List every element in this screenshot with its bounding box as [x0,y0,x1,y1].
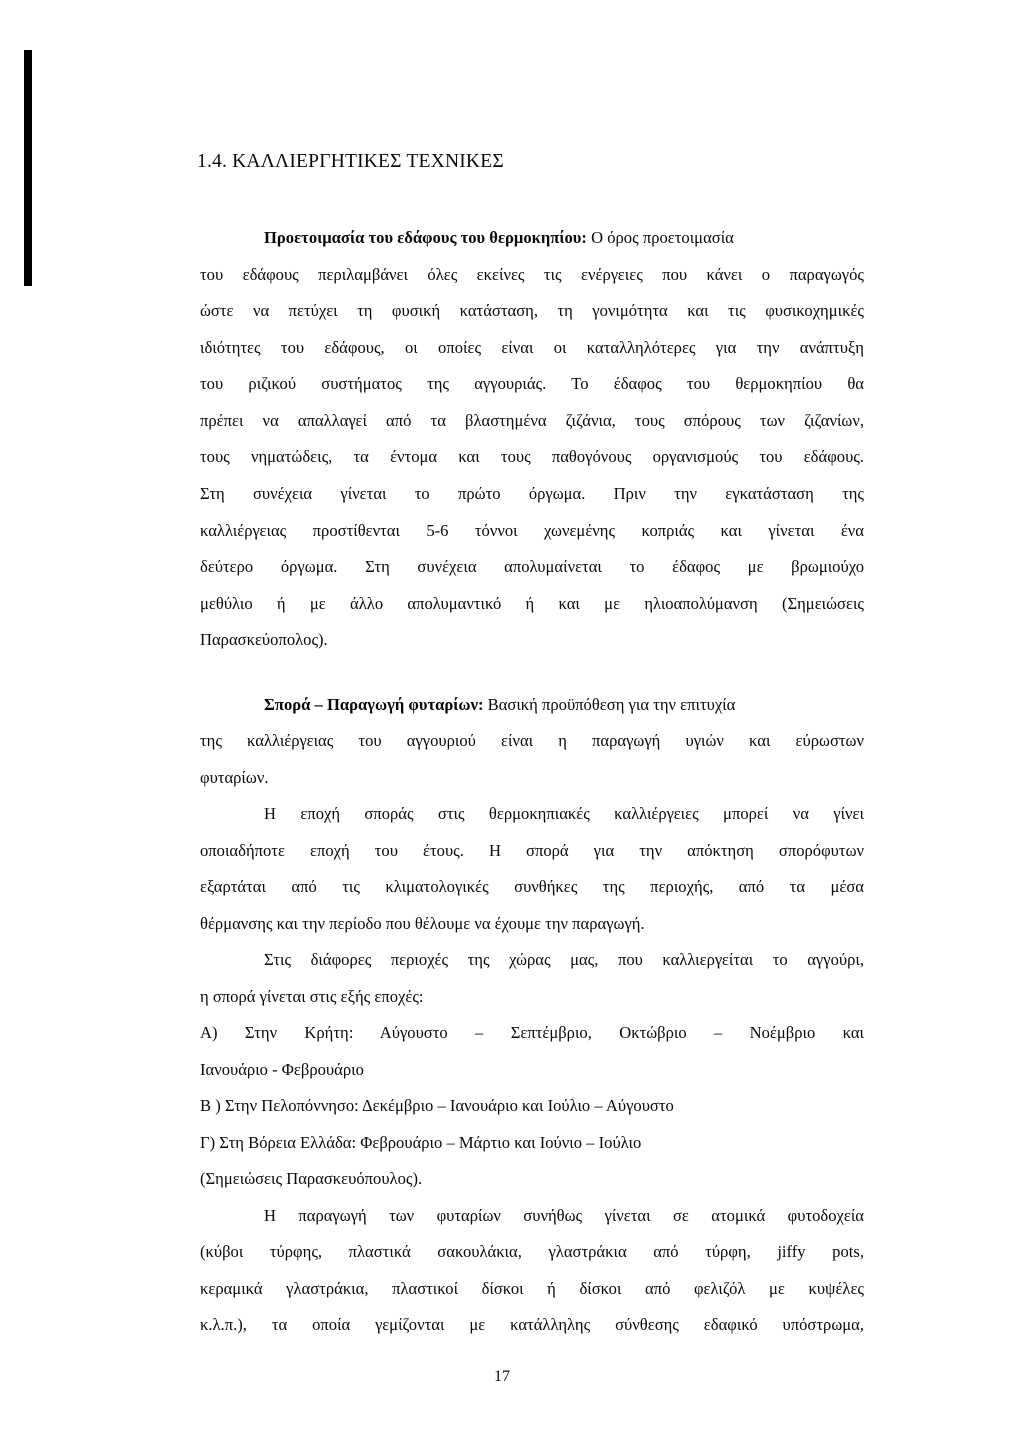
paragraph-line: Παρασκεύοπολος). [200,630,328,649]
paragraph-line: Προετοιμασία του εδάφους του θερμοκηπίου: Ο όρος προετοιμασία [264,228,734,247]
paragraph-line: Ιανουάριο - Φεβρουάριο [200,1060,364,1079]
paragraph-line: ώστε να πετύχει τη φυσική κατάσταση, τη γονιμότητα και τις φυσικοχημικές [200,301,864,320]
scan-edge-bar [24,50,32,286]
bold-lead: Σπορά – Παραγωγή φυταρίων: [264,695,484,714]
paragraph-line: του ριζικού συστήματος της αγγουριάς. Το έδαφος του θερμοκηπίου θα [200,374,864,393]
paragraph-line: η σπορά γίνεται στις εξής εποχές: [200,987,424,1006]
paragraph-line: φυταρίων. [200,768,269,787]
paragraph-line: κεραμικά γλαστράκια, πλαστικοί δίσκοι ή δίσκοι από φελιζόλ με κυψέλες [200,1279,864,1298]
paragraph-line: Η παραγωγή των φυταρίων συνήθως γίνεται σε ατομικά φυτοδοχεία [264,1206,864,1225]
paragraph-line: δεύτερο όργωμα. Στη συνέχεια απολυμαίνεται το έδαφος με βρωμιούχο [200,557,864,576]
paragraph-line: κ.λ.π.), τα οποία γεμίζονται με κατάλληλης σύνθεσης εδαφικό υπόστρωμα, [200,1315,864,1334]
paragraph-line: ιδιότητες του εδάφους, οι οποίες είναι οι καταλληλότερες για την ανάπτυξη [200,338,864,357]
paragraph-line: της καλλιέργειας του αγγουριού είναι η παραγωγή υγιών και εύρωστων [200,731,864,750]
paragraph-line: μεθύλιο ή με άλλο απολυμαντικό ή και με ηλιοαπολύμανση (Σημειώσεις [200,594,864,613]
paragraph-line: Στη συνέχεια γίνεται το πρώτο όργωμα. Πριν την εγκατάσταση της [200,484,864,503]
section-heading: 1.4. ΚΑΛΛΙΕΡΓΗΤΙΚΕΣ ΤΕΧΝΙΚΕΣ [197,151,504,172]
paragraph-line: Στις διάφορες περιοχές της χώρας μας, που καλλιεργείται το αγγούρι, [264,950,864,969]
paragraph-line: θέρμανσης και την περίοδο που θέλουμε να έχουμε την παραγωγή. [200,914,645,933]
paragraph-line: τους νηματώδεις, τα έντομα και τους παθογόνους οργανισμούς του εδάφους. [200,447,864,466]
paragraph-line: πρέπει να απαλλαγεί από τα βλαστημένα ζιζάνια, τους σπόρους των ζιζανίων, [200,411,864,430]
paragraph-line: Β ) Στην Πελοπόννησο: Δεκέμβριο – Ιανουάριο και Ιούλιο – Αύγουστο [200,1096,674,1115]
paragraph-line: (κύβοι τύρφης, πλαστικά σακουλάκια, γλαστράκια από τύρφη, jiffy pots, [200,1242,864,1261]
bold-lead: Προετοιμασία του εδάφους του θερμοκηπίου: [264,228,587,247]
paragraph-line: οποιαδήποτε εποχή του έτους. Η σπορά για την απόκτηση σπορόφυτων [200,841,864,860]
paragraph-line: καλλιέργειας προστίθενται 5-6 τόννοι χωνεμένης κοπριάς και γίνεται ένα [200,521,864,540]
paragraph-line: εξαρτάται από τις κλιματολογικές συνθήκες της περιοχής, από τα μέσα [200,877,864,896]
page-number: 17 [494,1368,510,1385]
paragraph-line: του εδάφους περιλαμβάνει όλες εκείνες τις ενέργειες που κάνει ο παραγωγός [200,265,864,284]
paragraph-line: (Σημειώσεις Παρασκευόπουλος). [200,1169,423,1188]
paragraph-line: Η εποχή σποράς στις θερμοκηπιακές καλλιέργειες μπορεί να γίνει [264,804,864,823]
paragraph-line: Γ) Στη Βόρεια Ελλάδα: Φεβρουάριο – Μάρτιο και Ιούνιο – Ιούλιο [200,1133,642,1152]
paragraph-line: Α) Στην Κρήτη: Αύγουστο – Σεπτέμβριο, Οκτώβριο – Νοέμβριο και [200,1023,864,1042]
paragraph-line: Σπορά – Παραγωγή φυταρίων: Βασική προϋπόθεση για την επιτυχία [264,695,736,714]
